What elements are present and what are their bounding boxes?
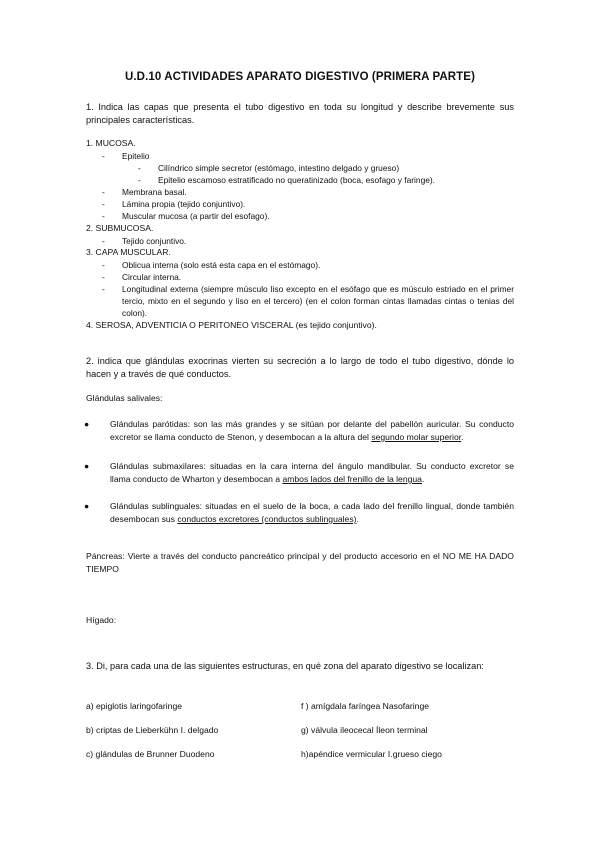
dash-icon: - (102, 211, 105, 221)
pancreas-answer: Páncreas: Vierte a través del conducto pancreático principal y del producto accesorio en el NO ME HA DADO TIEMPO (86, 551, 514, 574)
dash-icon: - (102, 272, 105, 282)
dash-icon: - (102, 199, 105, 209)
list-item (102, 198, 246, 210)
item-text: Tejido conjuntivo. (122, 236, 187, 246)
salivary-glands-heading: Glándulas salivales: (86, 393, 163, 403)
item-text: Glándulas submaxilares: situadas en la cara interna del ángulo mandibular. Su conducto excretor se llama conducto de Wharton y desembocan a (110, 461, 514, 484)
dash-icon: - (102, 187, 105, 197)
dash-icon: - (102, 284, 105, 294)
dash-icon: - (102, 260, 105, 270)
layer-submucosa: 2. SUBMUCOSA. (86, 223, 154, 233)
liver-heading: Hígado: (86, 615, 117, 625)
answer-a: a) epiglotis laringofaringe (86, 701, 183, 711)
dash-icon: - (102, 236, 105, 246)
list-item (84, 460, 514, 486)
underlined-text: conductos excretores (conductos sublinguales) (177, 514, 357, 524)
question-2: 2. indica que glándulas exocrinas vierten su secreción a lo largo de todo el tubo digestivo, dónde lo hacen y a través de qué conductos. (86, 356, 514, 379)
list-item (102, 283, 514, 319)
item-text: Glándulas parótidas: son las más grandes y se sitúan por delante del pabellón auricular. Su conducto excretor se llama conducto de Stenon, y desembocan a la altura del (110, 419, 514, 442)
bullet-icon: ● (84, 501, 90, 511)
layer-capa-muscular: 3. CAPA MUSCULAR. (86, 247, 171, 257)
item-text: Longitudinal externa (siempre músculo liso excepto en el esófago que es músculo estriado en el primer tercio, mixto en el segundo y liso en el tercero) (en el colon forman cintas llamadas cintas o tenias del colon). (122, 284, 514, 318)
item-text: Glándulas sublinguales: situadas en el suelo de la boca, a cada lado del frenillo lingual, donde también desembocan sus (110, 501, 514, 524)
list-item (84, 418, 514, 444)
bullet-icon: ● (84, 419, 90, 429)
item-text: Epitelio (122, 151, 150, 161)
answer-f: f ) amígdala faríngea Nasofaringe (301, 701, 430, 711)
question-3: 3. Di, para cada una de las siguientes estructuras, en qué zona del aparato digestivo se localizan: (86, 661, 484, 671)
bullet-icon: ● (84, 461, 90, 471)
item-text-end: . (356, 514, 359, 524)
item-text: Epitelio escamoso estratificado no queratinizado (boca, esofago y faringe). (158, 175, 436, 185)
item-text-end: . (421, 474, 425, 484)
answer-b: b) criptas de Lieberkühn I. delgado (86, 725, 219, 735)
dash-icon: - (138, 163, 141, 173)
layer-serosa: 4. SEROSA, ADVENTICIA O PERITONEO VISCERAL (es tejido conjuntivo). (86, 320, 377, 330)
list-item (138, 174, 436, 186)
list-item (102, 186, 187, 198)
answer-g: g) válvula ileocecal Íleon terminal (301, 725, 428, 735)
item-text: Muscular mucosa (a partir del esofago). (122, 211, 270, 221)
answer-c: c) glándulas de Brunner Duodeno (86, 749, 215, 759)
item-text: Membrana basal. (122, 187, 187, 197)
layer-mucosa: 1. MUCOSA. (86, 138, 136, 148)
list-item (102, 259, 321, 271)
question-1: 1. Indica las capas que presenta el tubo digestivo en toda su longitud y describe brevemente sus principales características. (86, 102, 514, 125)
answer-h: h)apéndice vermicular I.grueso ciego (301, 749, 442, 759)
item-text-end: . (461, 432, 464, 442)
dash-icon: - (102, 151, 105, 161)
page-title: U.D.10 ACTIVIDADES APARATO DIGESTIVO (PRIMERA PARTE) (124, 71, 475, 83)
list-item (102, 271, 182, 283)
underlined-text: segundo molar superior (371, 432, 462, 442)
dash-icon: - (138, 175, 141, 185)
list-item (102, 210, 270, 222)
list-item (84, 500, 514, 526)
underlined-text: ambos lados del frenillo de la lengua (282, 474, 422, 484)
item-text: Cilíndrico simple secretor (estómago, intestino delgado y grueso) (158, 163, 400, 173)
list-item (102, 150, 150, 162)
item-text: Lámina propia (tejido conjuntivo). (122, 199, 246, 209)
list-item (138, 162, 400, 174)
item-text: Oblicua interna (solo está esta capa en el estómago). (122, 260, 321, 270)
item-text: Circular interna. (122, 272, 182, 282)
